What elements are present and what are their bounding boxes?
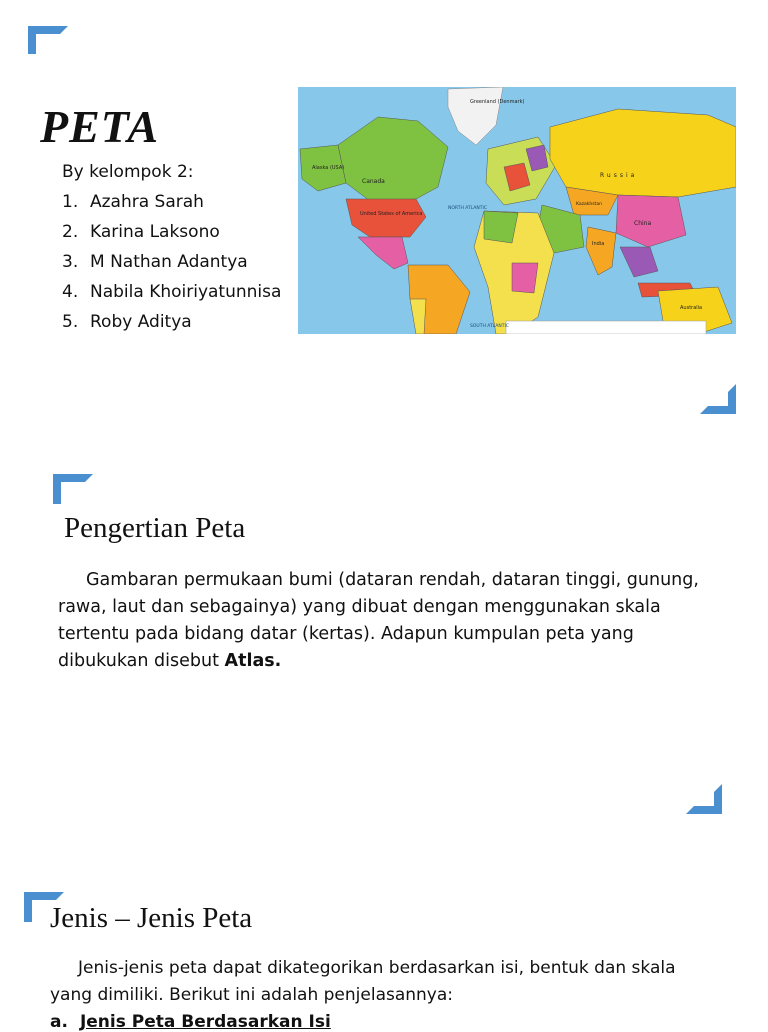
- member-name: M Nathan Adantya: [90, 252, 248, 272]
- list-item: [62, 190, 281, 220]
- member-name: Karina Laksono: [90, 222, 220, 242]
- map-label-north-atlantic: NORTH ATLANTIC: [448, 206, 488, 211]
- section-title: Pengertian Peta: [64, 512, 246, 544]
- member-name: Roby Aditya: [90, 312, 192, 332]
- group-byline: By kelompok 2:: [62, 162, 194, 182]
- page-title: PETA: [40, 101, 160, 152]
- world-map-image: [298, 87, 736, 334]
- map-label-india: India: [592, 241, 605, 247]
- list-item: [62, 250, 281, 280]
- corner-bracket-top-left-icon: [53, 474, 93, 504]
- list-item: [62, 220, 281, 250]
- list-number: 2.: [62, 222, 79, 242]
- subheading-text: Jenis Peta Berdasarkan Isi: [79, 1012, 331, 1032]
- types-text: Jenis-jenis peta dapat dikategorikan berdasarkan isi, bentuk dan skala yang dimiliki. Berikut ini adalah penjelasannya:: [50, 958, 676, 1005]
- member-name: Azahra Sarah: [90, 192, 204, 212]
- list-number: 3.: [62, 252, 79, 272]
- definition-paragraph: [58, 567, 718, 675]
- map-label-australia: Australia: [680, 305, 703, 311]
- map-label-usa: United States of America: [360, 211, 423, 217]
- map-label-kazakhstan: Kazakhstan: [576, 202, 602, 207]
- list-marker: a.: [50, 1012, 68, 1032]
- map-label-canada: Canada: [362, 178, 385, 185]
- subheading: [50, 1012, 331, 1032]
- corner-bracket-bottom-right-icon: [700, 384, 736, 414]
- map-label-russia: Russia: [600, 172, 638, 179]
- list-number: 5.: [62, 312, 79, 332]
- member-list: [62, 190, 281, 340]
- definition-text: Gambaran permukaan bumi (dataran rendah, dataran tinggi, gunung, rawa, laut dan sebagainya) yang dibuat dengan menggunakan skala tertentu pada bidang datar (kertas). Adapun kumpulan peta yang dibukukan disebut: [58, 570, 699, 671]
- list-number: 1.: [62, 192, 79, 212]
- map-label-china: China: [634, 220, 652, 227]
- list-number: 4.: [62, 282, 79, 302]
- atlas-term: Atlas.: [224, 651, 282, 671]
- corner-bracket-top-left-icon: [28, 26, 68, 54]
- list-item: [62, 280, 281, 310]
- member-name: Nabila Khoiriyatunnisa: [90, 282, 282, 302]
- map-label-south-atlantic: SOUTH ATLANTIC: [470, 324, 510, 329]
- map-label-alaska: Alaska (USA): [312, 165, 345, 171]
- map-label-greenland: Greenland (Denmark): [470, 99, 525, 105]
- corner-bracket-bottom-right-icon: [686, 784, 722, 814]
- types-paragraph: [50, 955, 710, 1009]
- section-title: Jenis – Jenis Peta: [50, 902, 253, 934]
- list-item: [62, 310, 281, 340]
